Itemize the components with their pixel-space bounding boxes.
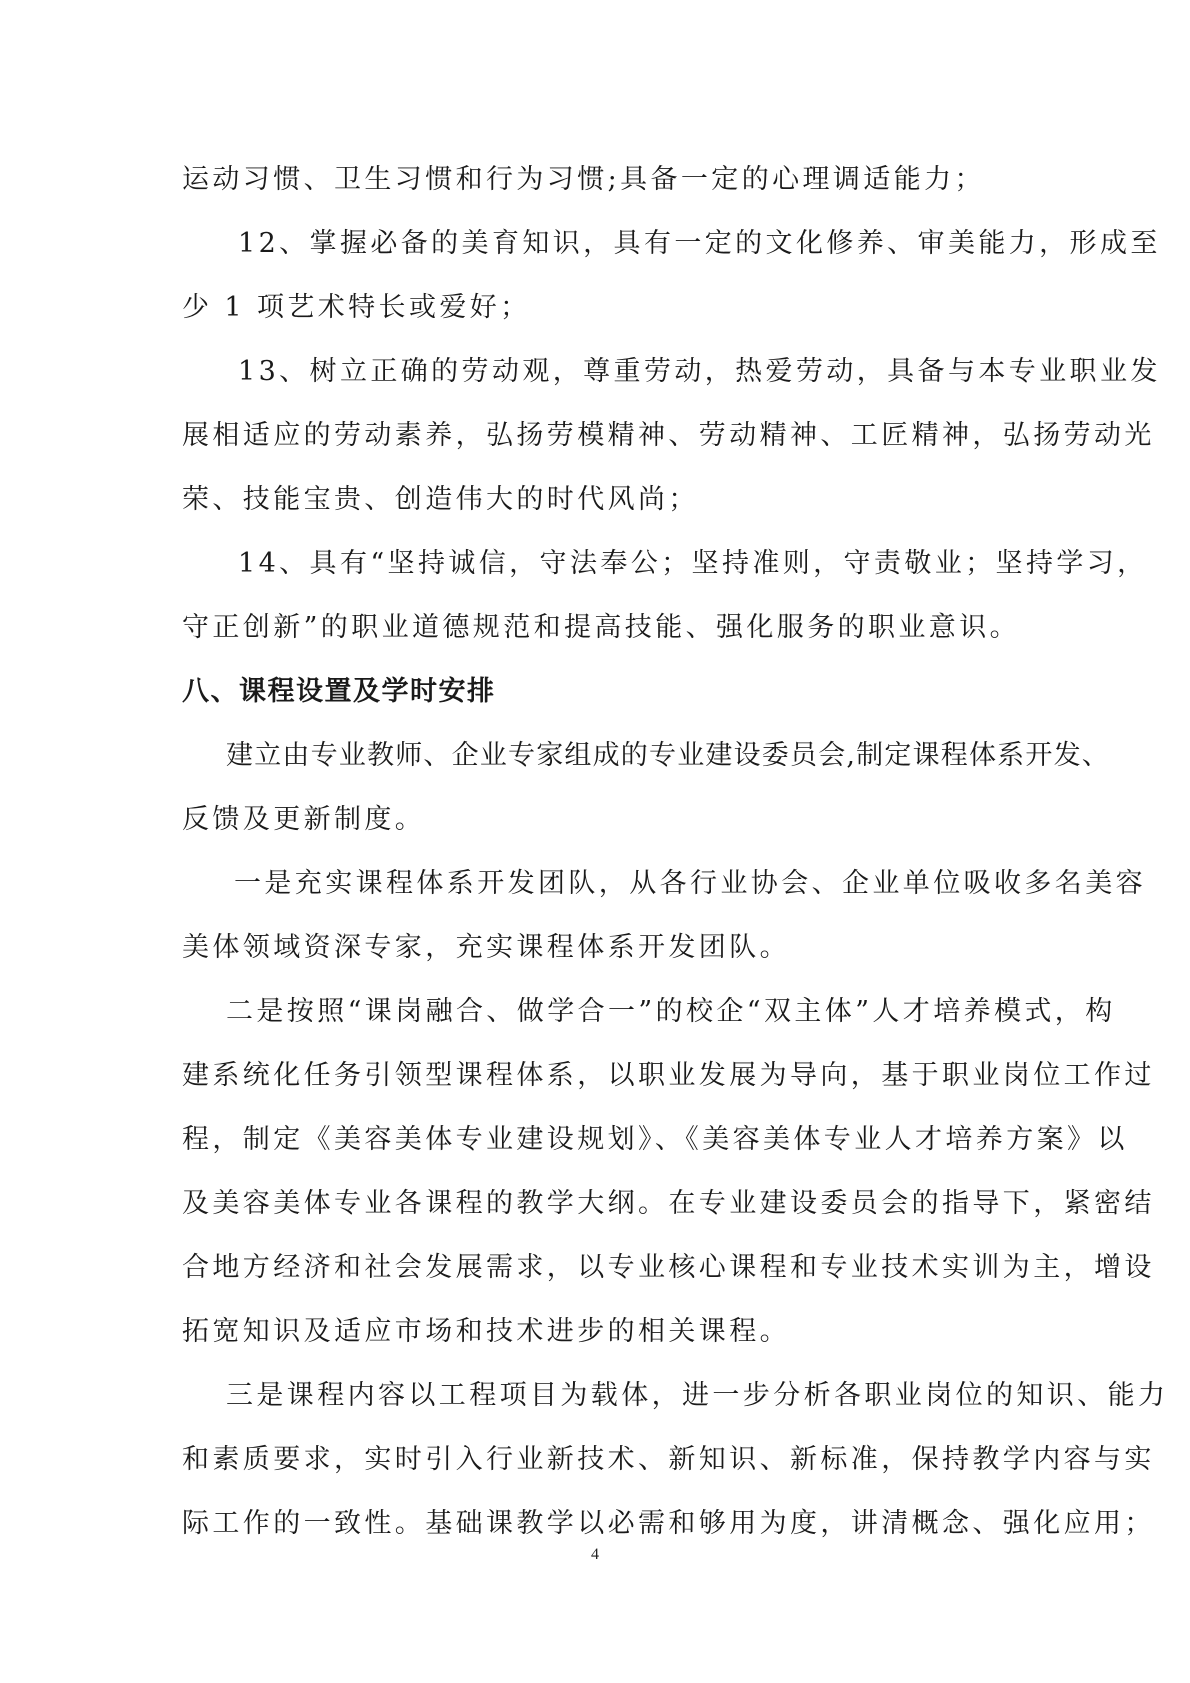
text-line: 反馈及更新制度。 bbox=[182, 804, 426, 835]
text-line: 拓宽知识及适应市场和技术进步的相关课程。 bbox=[182, 1316, 790, 1347]
text-line: 14、具有“坚持诚信，守法奉公；坚持准则，守责敬业；坚持学习， bbox=[238, 548, 1148, 579]
text-line: 荣、技能宝贵、创造伟大的时代风尚； bbox=[182, 484, 699, 515]
text-line: 二是按照“课岗融合、做学合一”的校企“双主体”人才培养模式，构 bbox=[226, 996, 1116, 1027]
text-line: 少 1 项艺术特长或爱好； bbox=[182, 292, 531, 323]
text-line: 12、掌握必备的美育知识，具有一定的文化修养、审美能力，形成至 bbox=[238, 228, 1161, 259]
section-heading: 八、课程设置及学时安排 bbox=[182, 676, 496, 707]
text-line: 守正创新”的职业道德规范和提高技能、强化服务的职业意识。 bbox=[182, 612, 1021, 643]
text-line: 建立由专业教师、企业专家组成的专业建设委员会,制定课程体系开发、 bbox=[226, 740, 1110, 771]
text-line: 展相适应的劳动素养，弘扬劳模精神、劳动精神、工匠精神，弘扬劳动光 bbox=[182, 420, 1155, 451]
text-line: 际工作的一致性。基础课教学以必需和够用为度，讲清概念、强化应用； bbox=[182, 1508, 1155, 1539]
text-line: 美体领域资深专家，充实课程体系开发团队。 bbox=[182, 932, 790, 963]
body-text bbox=[182, 148, 1169, 1556]
text-line: 及美容美体专业各课程的教学大纲。在专业建设委员会的指导下，紧密结 bbox=[182, 1188, 1155, 1219]
text-line: 13、树立正确的劳动观，尊重劳动，热爱劳动，具备与本专业职业发 bbox=[238, 356, 1161, 387]
text-line: 一是充实课程体系开发团队，从各行业协会、企业单位吸收多名美容 bbox=[234, 868, 1146, 899]
text-line: 合地方经济和社会发展需求，以专业核心课程和专业技术实训为主，增设 bbox=[182, 1252, 1155, 1283]
text-line: 运动习惯、卫生习惯和行为习惯;具备一定的心理调适能力； bbox=[182, 164, 985, 195]
page-number: 4 bbox=[591, 1546, 599, 1563]
text-line: 三是课程内容以工程项目为载体，进一步分析各职业岗位的知识、能力 bbox=[226, 1380, 1169, 1411]
text-line: 建系统化任务引领型课程体系，以职业发展为导向，基于职业岗位工作过 bbox=[182, 1060, 1155, 1091]
text-line: 程，制定《美容美体专业建设规划》、《美容美体专业人才培养方案》以 bbox=[182, 1124, 1128, 1155]
text-line: 和素质要求，实时引入行业新技术、新知识、新标准，保持教学内容与实 bbox=[182, 1444, 1155, 1475]
